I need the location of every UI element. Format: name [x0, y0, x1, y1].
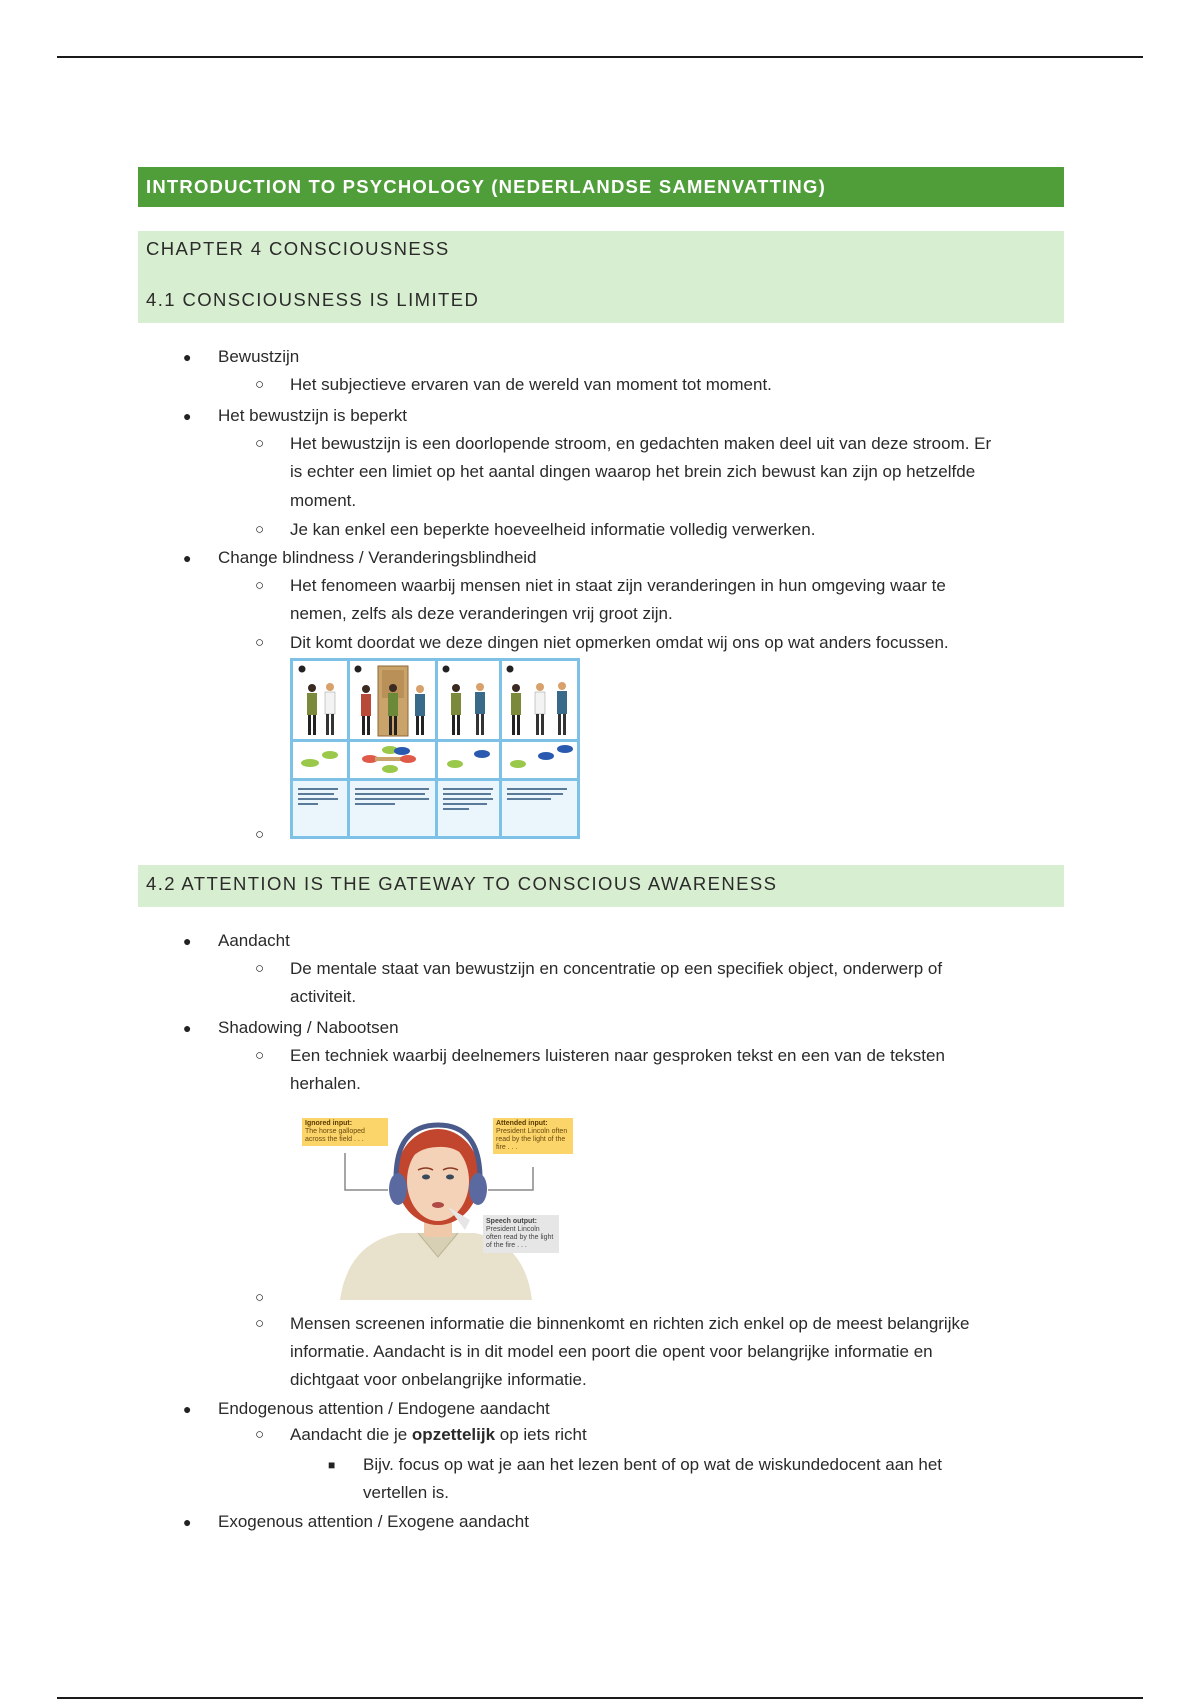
list-item: informatie. Aandacht is in dit model een poort die opent voor belangrijke informatie en: [290, 1342, 933, 1361]
shadowing-figure: [300, 1115, 590, 1300]
list-item: Aandacht: [218, 931, 290, 950]
list-item: Change blindness / Veranderingsblindheid: [218, 548, 537, 567]
sub-bullet-icon: ○: [255, 521, 265, 538]
chapter-title: CHAPTER 4 CONSCIOUSNESS: [146, 238, 450, 259]
sub-bullet-icon: ○: [255, 1289, 265, 1306]
top-rule: [57, 56, 1143, 58]
ignored-input-label: Ignored input: The horse galloped across the field . . .: [302, 1118, 388, 1146]
change-blindness-figure: [290, 658, 580, 839]
bullet-icon: ●: [183, 550, 192, 566]
document-title: INTRODUCTION TO PSYCHOLOGY (NEDERLANDSE SAMENVATTING): [138, 167, 1064, 207]
list-item: Shadowing / Nabootsen: [218, 1018, 399, 1037]
sub-bullet-icon: ○: [255, 960, 265, 977]
list-item: vertellen is.: [363, 1483, 449, 1502]
bullet-icon: ●: [183, 1020, 192, 1036]
bullet-icon: ●: [183, 1514, 192, 1530]
list-item: Endogenous attention / Endogene aandacht: [218, 1399, 550, 1418]
list-item: Het subjectieve ervaren van de wereld van moment tot moment.: [290, 375, 772, 394]
sub-bullet-icon: ○: [255, 634, 265, 651]
speech-output-label: Speech output: President Lincoln often read by the light of the fire . . .: [483, 1215, 559, 1253]
list-item: Het bewustzijn is een doorlopende stroom, en gedachten maken deel uit van deze stroom. Er: [290, 434, 992, 453]
list-item: De mentale staat van bewustzijn en concentratie op een specifiek object, onderwerp of: [290, 959, 943, 978]
section-4-2-title: 4.2 ATTENTION IS THE GATEWAY TO CONSCIOUS AWARENESS: [146, 873, 778, 894]
list-item: moment.: [290, 491, 357, 510]
square-bullet-icon: ■: [328, 1458, 336, 1472]
sub-bullet-icon: ○: [255, 1047, 265, 1064]
list-item: Dit komt doordat we deze dingen niet opmerken omdat wij ons op wat anders focussen.: [290, 633, 949, 652]
attended-input-label: Attended input: President Lincoln often read by the light of the fire . . .: [493, 1118, 573, 1154]
list-item: Exogenous attention / Exogene aandacht: [218, 1512, 529, 1531]
list-item: Mensen screenen informatie die binnenkomt en richten zich enkel op de meest belangrijke: [290, 1314, 970, 1333]
bullet-icon: ●: [183, 1401, 192, 1417]
sub-bullet-icon: ○: [255, 1426, 265, 1443]
sub-bullet-icon: ○: [255, 435, 265, 452]
list-item: Het bewustzijn is beperkt: [218, 406, 407, 425]
bullet-icon: ●: [183, 349, 192, 365]
sub-bullet-icon: ○: [255, 577, 265, 594]
section-4-1-title: 4.1 CONSCIOUSNESS IS LIMITED: [146, 289, 480, 310]
sub-bullet-icon: ○: [255, 826, 265, 843]
list-item: dichtgaat voor onbelangrijke informatie.: [290, 1370, 587, 1389]
list-item: Het fenomeen waarbij mensen niet in staat zijn veranderingen in hun omgeving waar te: [290, 576, 946, 595]
sub-bullet-icon: ○: [255, 1315, 265, 1332]
bottom-rule: [57, 1697, 1143, 1699]
list-item: herhalen.: [290, 1074, 361, 1093]
list-item: nemen, zelfs als deze veranderingen vrij groot zijn.: [290, 604, 673, 623]
list-item: Bewustzijn: [218, 347, 300, 366]
list-item: Aandacht die je opzettelijk op iets richt: [290, 1425, 587, 1444]
list-item: Een techniek waarbij deelnemers luisteren naar gesproken tekst en een van de teksten: [290, 1046, 945, 1065]
sub-bullet-icon: ○: [255, 376, 265, 393]
bullet-icon: ●: [183, 933, 192, 949]
change-blindness-illustration: [290, 658, 580, 839]
list-item: activiteit.: [290, 987, 357, 1006]
list-item: Je kan enkel een beperkte hoeveelheid informatie volledig verwerken.: [290, 520, 816, 539]
list-item: is echter een limiet op het aantal dingen waarop het brein zich bewust kan zijn op hetzelfde: [290, 462, 976, 481]
bullet-icon: ●: [183, 408, 192, 424]
list-item: Bijv. focus op wat je aan het lezen bent of op wat de wiskundedocent aan het: [363, 1455, 943, 1474]
